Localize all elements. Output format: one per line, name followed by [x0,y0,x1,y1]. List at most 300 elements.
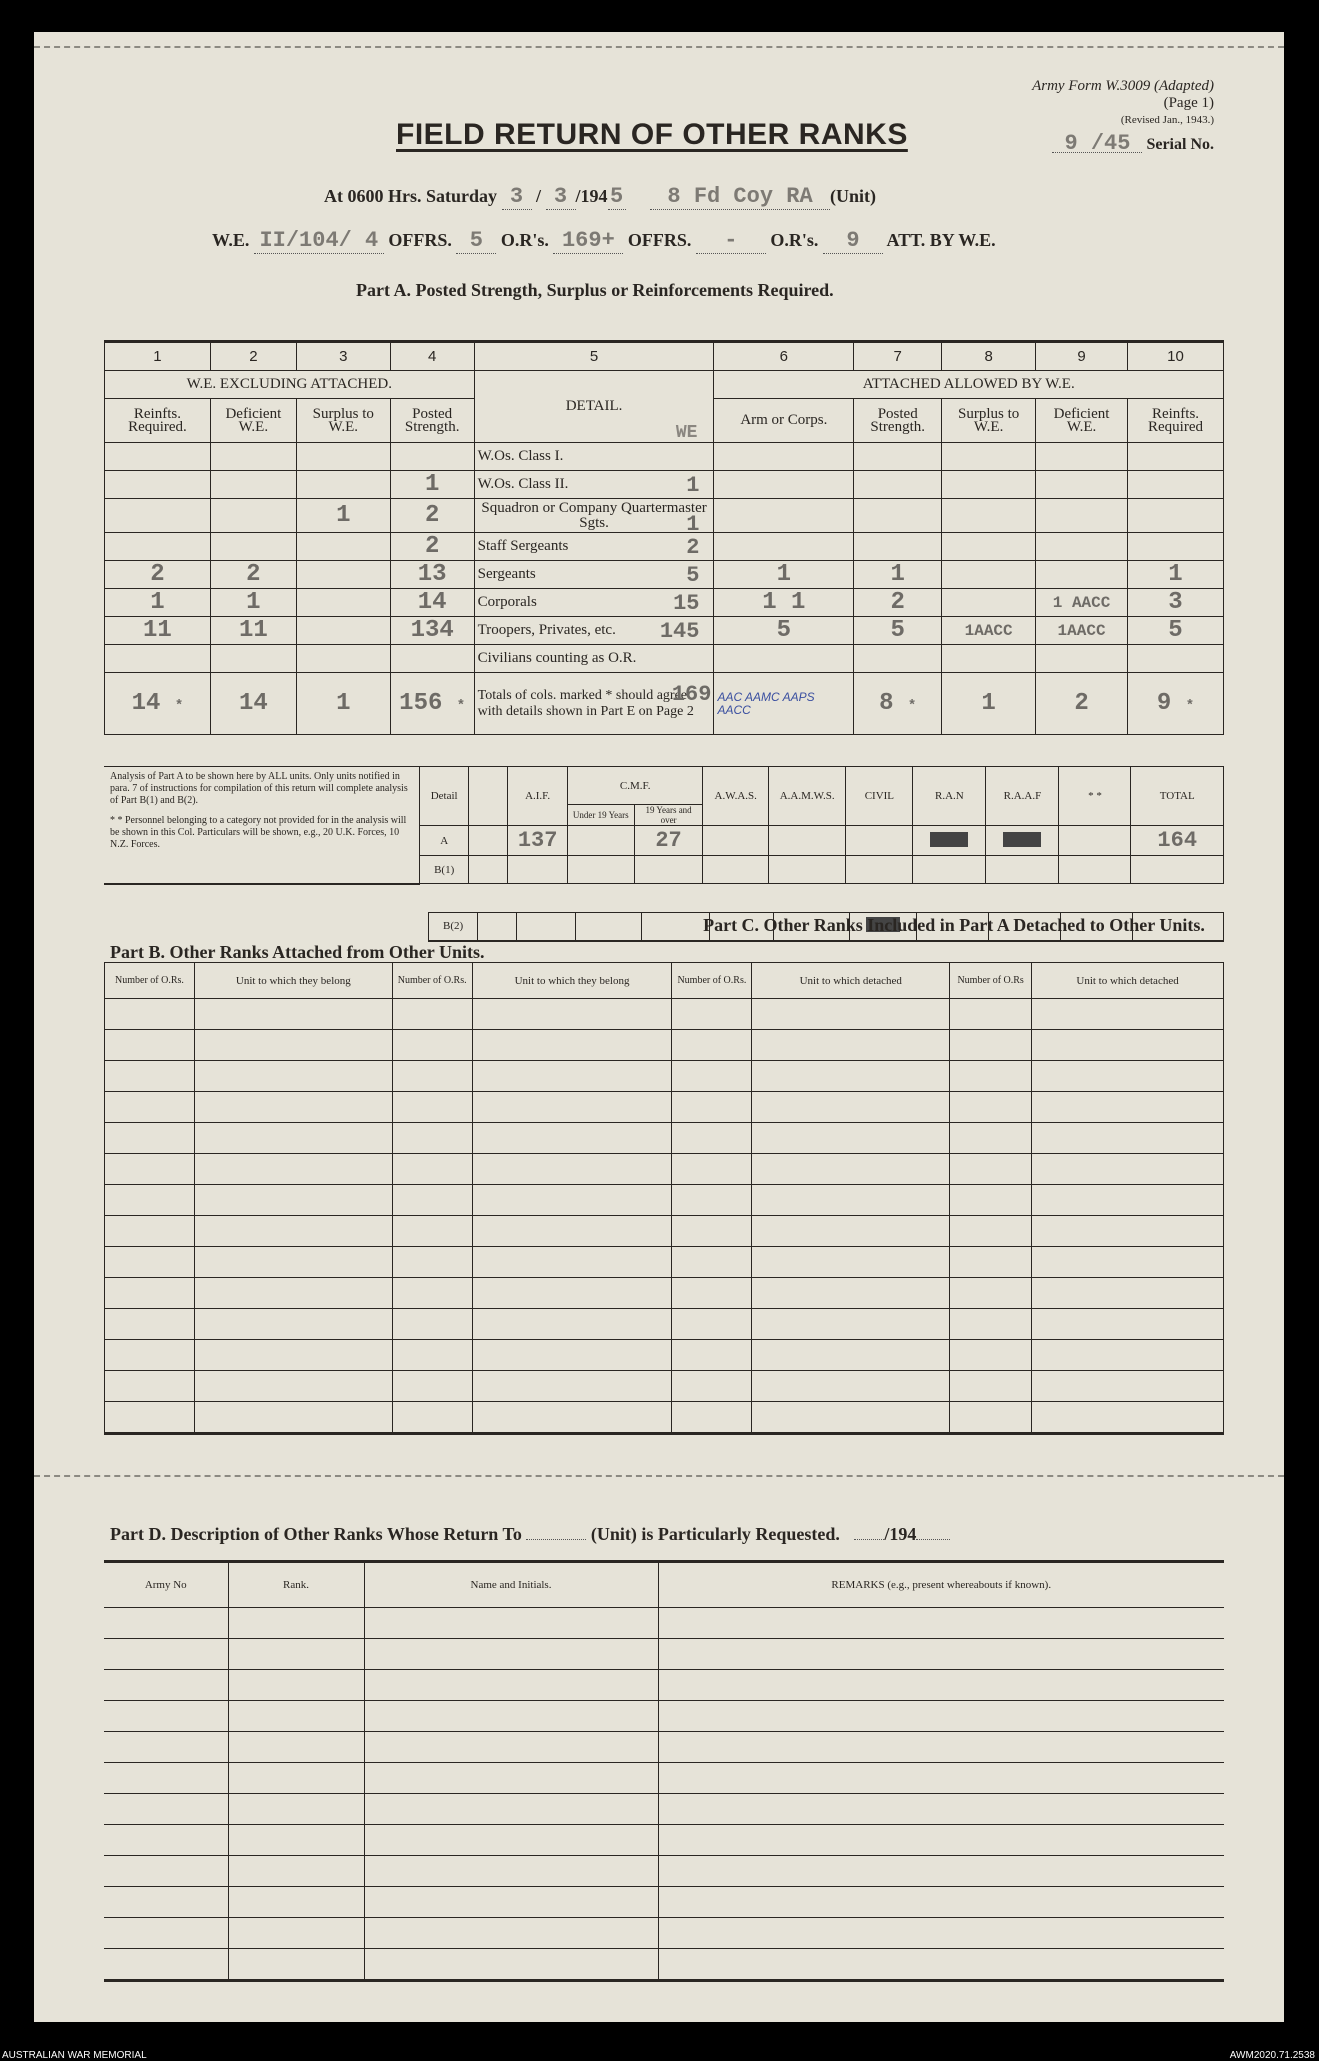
cell-c2 [210,645,296,673]
bc-cell [472,1185,672,1216]
d-row [104,1887,1224,1918]
bc-cell [672,1030,752,1061]
total-c2: 14 [210,673,296,735]
group-header-right: ATTACHED ALLOWED BY W.E. [714,371,1224,399]
d-cell [104,1701,228,1732]
total-c4: 156 [399,690,443,717]
bc-head: Number of O.Rs [950,963,1032,999]
bc-cell [752,1154,950,1185]
bc-cell [194,1402,392,1434]
bc-cell [472,1309,672,1340]
d-cell [228,1639,364,1670]
detail-row [105,589,1224,617]
bc-cell [472,999,672,1030]
bc-head: Number of O.Rs. [672,963,752,999]
cell-c6: 5 [714,617,854,645]
d-cell [228,1670,364,1701]
d-head-name: Name and Initials. [364,1562,658,1608]
d-row [104,1732,1224,1763]
cell-c8 [942,471,1036,499]
bc-cell [1032,1247,1224,1278]
total-we: 169 [671,682,712,707]
bc-cell [472,1216,672,1247]
bc-cell [1032,1309,1224,1340]
head-att-deficient: Deficient W.E. [1036,399,1128,443]
cell-c8 [942,645,1036,673]
cell-c10 [1128,645,1224,673]
att-label: ATT. BY W.E. [886,230,996,250]
cell-c9 [1036,499,1128,533]
bc-cell [950,1247,1032,1278]
part-d-table [104,1560,1224,1982]
analysis-head-aif: A.I.F. [508,767,568,826]
cell-c9: 1 AACC [1036,589,1128,617]
detail-label: Staff Sergeants [477,538,569,554]
cell-c8 [942,443,1036,471]
col-number: 9 [1036,342,1128,371]
col-number: 8 [942,342,1036,371]
head-posted: Posted Strength. [390,399,474,443]
col-number: 3 [296,342,390,371]
d-cell [658,1949,1224,1981]
cell-c4 [390,443,474,471]
ink-blot [930,832,968,847]
cell-c1: 11 [105,617,211,645]
cell-c1: 2 [105,561,211,589]
d-cell [104,1794,228,1825]
analysis-head-civil: CIVIL [846,767,913,826]
bc-cell [392,1185,472,1216]
offrs-attached-value: - [696,228,766,254]
bc-cell [672,1402,752,1434]
bc-cell [105,1061,195,1092]
analysis-head-aamws: A.A.M.W.S. [768,767,845,826]
bc-cell [672,999,752,1030]
analysis-total: 164 [1131,826,1224,856]
cell-c10: 1 [1128,561,1224,589]
we-count: 5 [686,563,700,588]
bc-cell [105,1402,195,1434]
analysis-note: Analysis of Part A to be shown here by ALL units. Only units notified in para. 7 of instructions for compilation of this return will complete analysis of Part B(1) and B(2). [110,771,408,806]
cell-c8 [942,589,1036,617]
bc-cell [752,1185,950,1216]
cell-c3 [296,589,390,617]
cell-c4 [390,645,474,673]
cell-c9 [1036,471,1128,499]
bc-cell [752,1371,950,1402]
cell-c8 [942,499,1036,533]
bc-cell [672,1278,752,1309]
cell-c1 [105,499,211,533]
cell-c7: 2 [854,589,942,617]
ors-attached-label: O.R's. [770,230,819,250]
date-prefix: At 0600 Hrs. Saturday [324,186,498,206]
d-cell [364,1856,658,1887]
cell-c3 [296,443,390,471]
bc-row [105,1371,1224,1402]
cell-c9: 1AACC [1036,617,1128,645]
d-cell [658,1887,1224,1918]
d-cell [658,1763,1224,1794]
form-page-number: (Page 1) [1163,95,1214,111]
cell-c1 [105,533,211,561]
cell-c4: 2 [390,533,474,561]
cell-c7 [854,499,942,533]
d-cell [658,1670,1224,1701]
total-arm-corps: AAC AAMC AAPS AACC [714,673,854,735]
d-cell [658,1856,1224,1887]
bc-cell [950,1092,1032,1123]
part-c-title: Part C. Other Ranks Included in Part A Detached to Other Units. [703,915,1205,935]
head-reinfts: Reinfts. Required. [105,399,211,443]
col-number: 1 [105,342,211,371]
detail-row [105,617,1224,645]
d-cell [364,1794,658,1825]
analysis-row-label: B(2) [429,913,478,941]
d-cell [364,1701,658,1732]
bc-cell [105,1154,195,1185]
bc-row [105,1061,1224,1092]
d-cell [658,1608,1224,1639]
detail-label: Civilians counting as O.R. [477,650,637,666]
bc-cell [194,1371,392,1402]
form-revision: (Revised Jan., 1943.) [1120,114,1214,126]
date-year-prefix: /194 [575,186,608,206]
bc-cell [392,1278,472,1309]
bc-cell [752,1216,950,1247]
d-cell [364,1732,658,1763]
bc-cell [194,1154,392,1185]
bc-cell [392,1309,472,1340]
bc-cell [392,1092,472,1123]
date-year: 5 [608,184,626,210]
bc-cell [392,1154,472,1185]
total-star: * [907,698,917,714]
col-number: 6 [714,342,854,371]
unit-value: 8 Fd Coy RA [650,184,830,210]
bc-cell [472,1278,672,1309]
bc-cell [950,1340,1032,1371]
bc-cell [752,1061,950,1092]
bc-cell [1032,1030,1224,1061]
offrs-label: OFFRS. [388,230,452,250]
detail-label: Corporals [477,594,537,610]
cell-c7 [854,471,942,499]
bc-head: Unit to which they belong [194,963,392,999]
total-c7: 8 [879,690,894,717]
bc-row [105,1278,1224,1309]
serial-label: Serial No. [1146,136,1214,153]
we-count: 145 [659,619,700,644]
part-a-title: Part A. Posted Strength, Surplus or Reinforcements Required. [356,280,834,300]
bc-cell [392,1061,472,1092]
bc-cell [392,1216,472,1247]
d-cell [364,1608,658,1639]
part-d-mid: (Unit) is Particularly Requested. [590,1524,840,1544]
cell-c7: 5 [854,617,942,645]
totals-note: Totals of cols. marked * should agree with details shown in Part E on Page 2 [477,687,694,719]
bc-cell [950,999,1032,1030]
head-att-reinfts: Reinfts. Required [1128,399,1224,443]
bc-cell [105,1278,195,1309]
detail-row [105,443,1224,471]
cell-c7: 1 [854,561,942,589]
d-row [104,1856,1224,1887]
col-number: 7 [854,342,942,371]
group-header-left: W.E. EXCLUDING ATTACHED. [105,371,475,399]
bc-head: Unit to which detached [1032,963,1224,999]
d-cell [104,1732,228,1763]
bc-cell [392,1371,472,1402]
part-d-date: /194 [884,1524,917,1544]
analysis-head-total: TOTAL [1131,767,1224,826]
cell-c3 [296,617,390,645]
bc-cell [472,1402,672,1434]
total-c8: 1 [942,673,1036,735]
bc-cell [672,1092,752,1123]
part-b-title-text: Part B. Other Ranks Attached from Other Units. [110,942,485,962]
bc-cell [672,1371,752,1402]
d-cell [658,1794,1224,1825]
bc-cell [194,1216,392,1247]
cell-c3 [296,561,390,589]
bc-cell [392,1402,472,1434]
cell-c9 [1036,645,1128,673]
bc-cell [1032,1061,1224,1092]
cell-c2: 11 [210,617,296,645]
bc-cell [1032,1278,1224,1309]
d-row [104,1794,1224,1825]
bc-cell [105,1309,195,1340]
head-att-posted: Posted Strength. [854,399,942,443]
analysis-table [104,766,1224,885]
bc-cell [105,999,195,1030]
cell-c4: 1 [390,471,474,499]
bc-cell [1032,1123,1224,1154]
part-d-title [110,1524,950,1545]
bc-cell [105,1340,195,1371]
analysis-row-label: A [419,826,468,856]
cell-c10: 3 [1128,589,1224,617]
bc-head: Number of O.Rs. [105,963,195,999]
bc-cell [194,1092,392,1123]
bc-cell [752,999,950,1030]
d-cell [228,1887,364,1918]
we-count: 2 [686,535,700,560]
offrs-value: 5 [456,228,496,254]
detail-row [105,499,1224,533]
ink-blot [1003,832,1041,847]
d-cell [228,1825,364,1856]
bc-head: Unit to which they belong [472,963,672,999]
ors-label: O.R's. [500,230,549,250]
bc-cell [672,1340,752,1371]
d-cell [364,1670,658,1701]
bc-row [105,1309,1224,1340]
cell-c2 [210,443,296,471]
bc-cell [194,1185,392,1216]
ors-attached-value: 9 [823,228,883,254]
total-c3: 1 [296,673,390,735]
bc-cell [105,1247,195,1278]
cell-c6: 1 [714,561,854,589]
bc-cell [472,1061,672,1092]
d-cell [228,1949,364,1981]
d-row [104,1701,1224,1732]
bc-row [105,1247,1224,1278]
total-c9: 2 [1036,673,1128,735]
bc-cell [752,1092,950,1123]
col-number: 10 [1128,342,1224,371]
d-cell [364,1825,658,1856]
d-cell [364,1763,658,1794]
detail-label: Squadron or Company Quartermaster Sgts. [481,499,707,531]
d-head-remarks: REMARKS (e.g., present whereabouts if known). [658,1562,1224,1608]
analysis-head-awas: A.W.A.S. [703,767,768,826]
cell-c2: 2 [210,561,296,589]
we-line [212,228,996,254]
cell-c2 [210,499,296,533]
bc-cell [950,1216,1032,1247]
head-deficient: Deficient W.E. [210,399,296,443]
d-cell [228,1701,364,1732]
cell-c1: 1 [105,589,211,617]
we-count: 1 [686,473,700,498]
bc-cell [950,1123,1032,1154]
d-row [104,1639,1224,1670]
bc-cell [672,1309,752,1340]
detail-label: W.Os. Class II. [477,476,569,492]
bc-cell [472,1030,672,1061]
analysis-head-under19: Under 19 Years [567,805,634,826]
form-page [34,32,1284,2022]
cell-c3: 1 [296,499,390,533]
cell-c8 [942,561,1036,589]
bc-cell [950,1309,1032,1340]
part-bc-table [104,962,1224,1435]
cell-c2: 1 [210,589,296,617]
cell-c6 [714,645,854,673]
bc-cell [752,1278,950,1309]
cell-c1 [105,471,211,499]
cell-c7 [854,443,942,471]
d-cell [104,1670,228,1701]
bc-cell [752,1340,950,1371]
analysis-head-detail: Detail [419,767,468,826]
bc-cell [1032,1185,1224,1216]
we-count: 1 [686,512,700,537]
bc-cell [672,1154,752,1185]
d-row [104,1825,1224,1856]
cell-c10 [1128,533,1224,561]
d-row [104,1670,1224,1701]
bc-cell [672,1185,752,1216]
unit-label: (Unit) [830,186,877,206]
bc-cell [752,1123,950,1154]
bc-cell [950,1402,1032,1434]
cell-c4: 14 [390,589,474,617]
bc-cell [472,1092,672,1123]
bc-head: Number of O.Rs. [392,963,472,999]
bc-cell [194,1061,392,1092]
head-arm-corps: Arm or Corps. [714,399,854,443]
bc-cell [105,1030,195,1061]
d-row [104,1608,1224,1639]
bc-cell [1032,1371,1224,1402]
bc-cell [672,1123,752,1154]
bc-cell [1032,1216,1224,1247]
d-cell [228,1856,364,1887]
part-d-title-text: Part D. Description of Other Ranks Whose Return To [110,1524,522,1544]
total-c10: 9 [1156,690,1172,717]
d-cell [228,1794,364,1825]
d-row [104,1949,1224,1981]
d-cell [658,1825,1224,1856]
bc-row [105,1092,1224,1123]
head-surplus: Surplus to W.E. [296,399,390,443]
d-row [104,1918,1224,1949]
bc-row [105,1123,1224,1154]
bc-cell [194,1247,392,1278]
analysis-head-raaf: R.A.A.F [986,767,1059,826]
bc-row [105,1340,1224,1371]
d-cell [658,1701,1224,1732]
bc-cell [950,1278,1032,1309]
detail-label: W.Os. Class I. [477,448,564,464]
bc-cell [472,1154,672,1185]
d-cell [658,1732,1224,1763]
we-count: 15 [673,591,700,616]
cell-c6 [714,533,854,561]
bc-cell [194,1278,392,1309]
detail-row [105,533,1224,561]
bc-cell [392,1123,472,1154]
cell-c8 [942,533,1036,561]
cell-c10 [1128,471,1224,499]
d-row [104,1763,1224,1794]
bc-cell [1032,999,1224,1030]
bc-cell [1032,1340,1224,1371]
part-a-table [104,340,1224,735]
offrs-attached-label: OFFRS. [627,230,692,250]
bc-cell [950,1154,1032,1185]
we-mark: WE [675,423,698,443]
perforation-middle [34,1475,1284,1477]
cell-c9 [1036,443,1128,471]
d-cell [104,1856,228,1887]
cell-c2 [210,471,296,499]
totals-row [105,673,1224,735]
cell-c10: 5 [1128,617,1224,645]
cell-c2 [210,533,296,561]
bc-cell [752,1402,950,1434]
footer-left: AUSTRALIAN WAR MEMORIAL [2,2050,147,2061]
cell-c9 [1036,561,1128,589]
bc-row [105,1185,1224,1216]
cell-c3 [296,533,390,561]
bc-head: Unit to which detached [752,963,950,999]
bc-cell [392,1247,472,1278]
cell-c3 [296,645,390,673]
bc-cell [472,1247,672,1278]
bc-cell [472,1371,672,1402]
cell-c6 [714,471,854,499]
col-number: 2 [210,342,296,371]
col-number: 5 [474,342,714,371]
bc-cell [194,1030,392,1061]
bc-cell [950,1061,1032,1092]
bc-cell [194,999,392,1030]
